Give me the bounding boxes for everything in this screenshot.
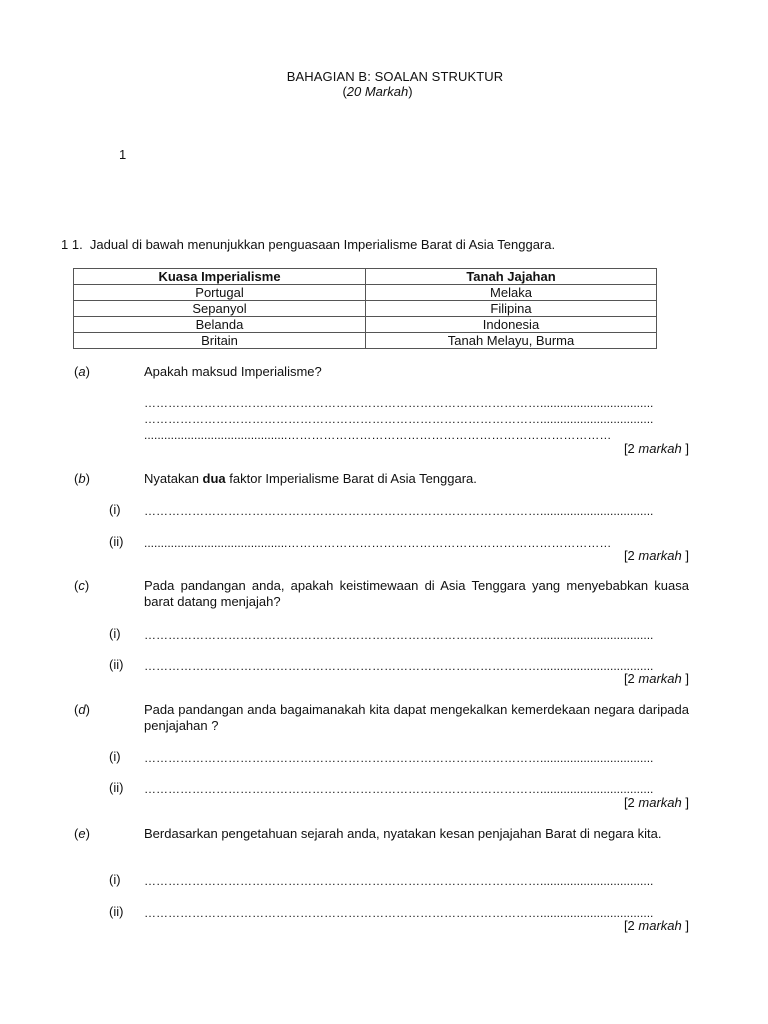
label-close: ) [85,826,90,841]
label-close: ) [85,471,90,486]
answer-line[interactable]: ……………………………………………………………………………………….................................. [144,628,654,642]
label-open: ( [74,702,79,717]
marks-open: [2 [623,918,639,933]
section-title: BAHAGIAN B: SOALAN STRUKTUR [286,69,504,84]
sub-label-ii: (ii) [109,657,124,672]
table-cell: Portugal [74,285,366,301]
part-b-label [74,471,90,486]
table-cell: Belanda [74,317,366,333]
marks-label [624,441,689,456]
marks-label [624,795,689,810]
table-row [74,317,657,333]
label-open: ( [74,471,79,486]
subtitle-marks: 20 Markah [346,84,409,99]
table-header: Tanah Jajahan [366,269,657,285]
marks-word: markah [638,441,682,456]
label-close: ) [85,702,90,717]
marks-close: ] [681,671,689,686]
marks-label [624,671,689,686]
table-cell: Filipina [366,301,657,317]
label-open: ( [74,364,79,379]
label-close: ) [85,364,90,379]
part-a-text: Apakah maksud Imperialisme? [144,364,322,379]
table-cell: Indonesia [366,317,657,333]
text-bold: dua [202,471,226,486]
label-close: ) [84,578,90,593]
marks-close: ] [681,548,689,563]
table-row [74,285,657,301]
answer-line[interactable]: ……………………………………………………………………………………….................................. [144,396,654,410]
table-header-row [74,269,657,285]
label-letter: d [78,702,86,717]
answer-line[interactable]: ...........................................……………………………………………………………………… [144,536,612,550]
answer-line[interactable]: ……………………………………………………………………………………….................................. [144,906,654,920]
marks-close: ] [681,918,689,933]
table-cell: Sepanyol [74,301,366,317]
subtitle-close: ) [408,84,413,99]
subtitle-open: ( [342,84,347,99]
question-1 [61,237,555,252]
table-row [74,333,657,349]
answer-line[interactable]: ……………………………………………………………………………………….................................. [144,874,654,888]
marks-label [624,918,689,933]
question-text: Jadual di bawah menunjukkan penguasaan Imperialisme Barat di Asia Tenggara. [89,237,556,252]
marks-label [624,548,689,563]
marks-word: markah [638,795,682,810]
marks-open: [2 [623,548,639,563]
table-header: Kuasa Imperialisme [74,269,366,285]
label-letter: e [78,826,86,841]
table-cell: Tanah Melayu, Burma [366,333,657,349]
label-letter: a [78,364,86,379]
text-after: faktor Imperialisme Barat di Asia Tenggara. [225,471,477,486]
answer-line[interactable]: ……………………………………………………………………………………….................................. [144,412,654,426]
part-c-label [74,578,89,593]
marks-open: [2 [623,441,639,456]
sub-label-ii: (ii) [109,904,124,919]
imperialism-table [73,268,657,349]
table-row [74,301,657,317]
marks-word: markah [638,918,682,933]
question-number: 1 1. [61,237,83,252]
label-open: ( [74,578,79,593]
answer-line[interactable]: ……………………………………………………………………………………….................................. [144,504,654,518]
part-c-text: Pada pandangan anda, apakah keistimewaan di Asia Tenggara yang menyebabkan kuasa barat datang menjajah? [144,578,689,609]
label-open: ( [74,826,79,841]
table-cell: Melaka [366,285,657,301]
answer-line[interactable]: ……………………………………………………………………………………….................................. [144,751,654,765]
marks-close: ] [681,795,689,810]
part-e-text: Berdasarkan pengetahuan sejarah anda, nyatakan kesan penjajahan Barat di negara kita. [144,826,662,841]
answer-line[interactable]: ……………………………………………………………………………………….................................. [144,659,654,673]
table-cell: Britain [74,333,366,349]
part-b-text [144,471,689,487]
marks-word: markah [638,548,682,563]
marks-open: [2 [623,795,639,810]
part-a-label [74,364,90,379]
marks-close: ] [681,441,689,456]
marks-word: markah [638,671,682,686]
sub-label-i: (i) [109,872,121,887]
sub-label-ii: (ii) [109,780,124,795]
sub-label-i: (i) [109,626,121,641]
sub-label-i: (i) [109,749,121,764]
label-letter: c [78,578,85,593]
sub-label-i: (i) [109,502,121,517]
part-d-text: Pada pandangan anda bagaimanakah kita dapat mengekalkan kemerdekaan negara daripada penjajahan ? [144,702,689,733]
label-letter: b [78,471,86,486]
marks-open: [2 [623,671,639,686]
part-d-label [74,702,90,717]
answer-line[interactable]: ……………………………………………………………………………………….................................. [144,782,654,796]
text-before: Nyatakan [144,471,203,486]
part-e-label [74,826,90,841]
section-subtitle [0,84,755,99]
sub-label-ii: (ii) [109,534,124,549]
page-number: 1 [119,147,127,162]
answer-line[interactable]: ...........................................……………………………………………………………………… [144,428,612,442]
